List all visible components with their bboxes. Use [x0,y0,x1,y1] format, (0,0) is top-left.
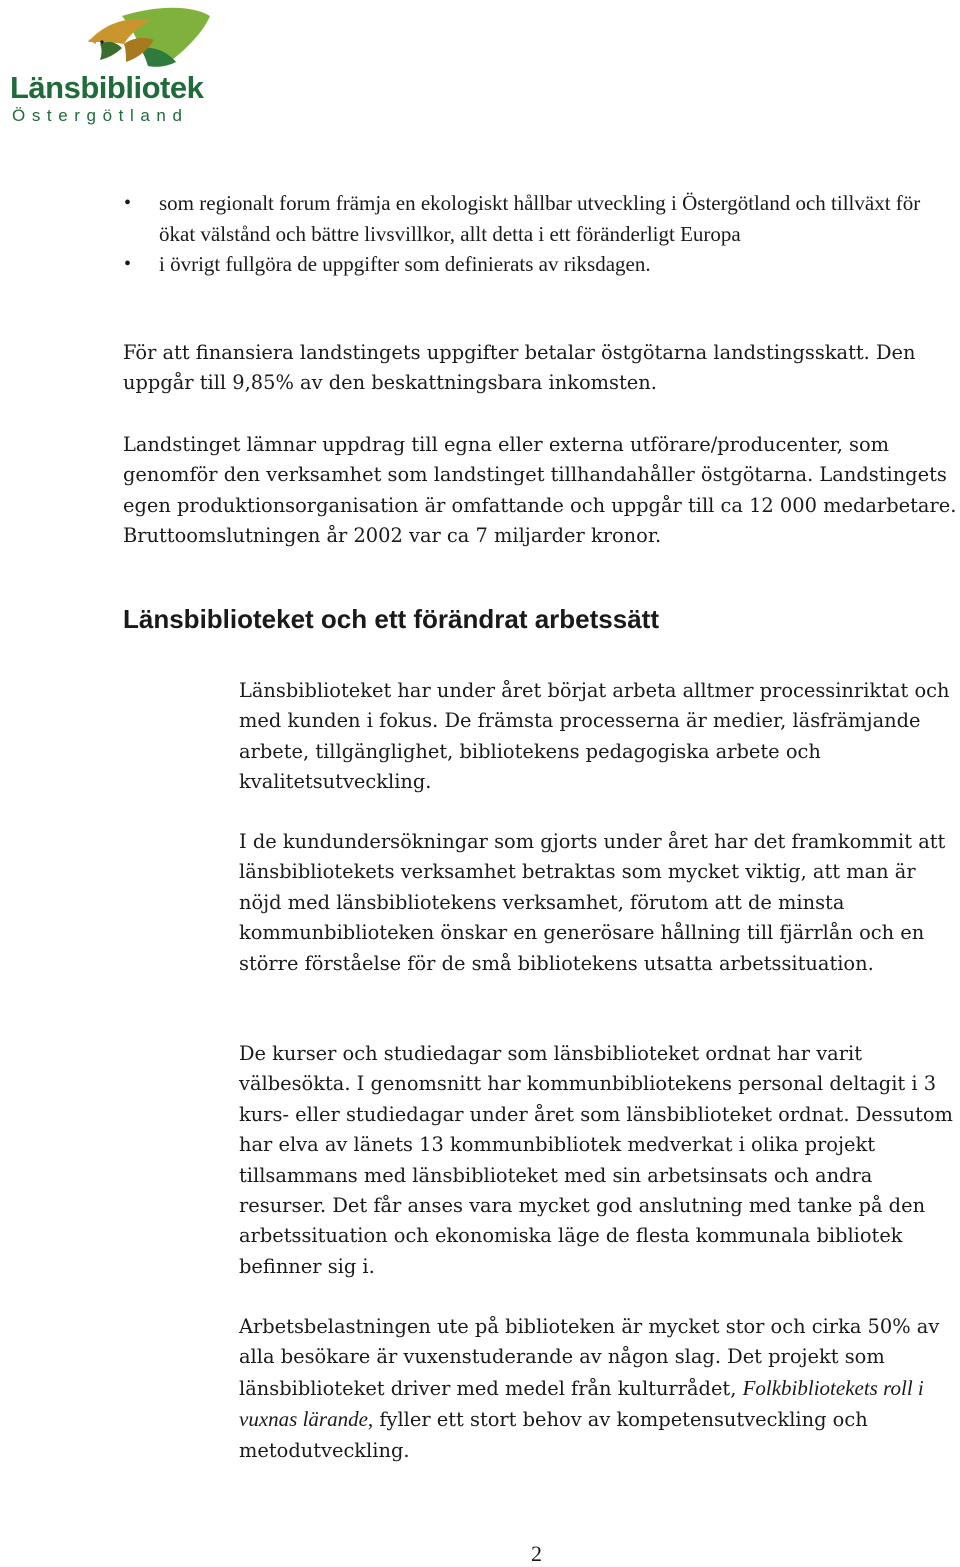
bullet-text: i övrigt fullgöra de uppgifter som definierats av riksdagen. [159,252,651,276]
bullet-list [122,188,960,280]
section-heading: Länsbiblioteket och ett förändrat arbetssätt [123,604,659,634]
bullet-icon: • [124,253,132,275]
list-item [122,249,960,280]
bullet-icon: • [124,192,132,214]
workload-text-start: Arbetsbelastningen ute på biblioteken är mycket stor och cirka 50% av alla besökare är vuxenstuderande av någon slag. Det projekt som länsbiblioteket driver med medel från kulturrådet, [239,1315,940,1400]
bullet-text: som regionalt forum främja en ekologiskt hållbar utveckling i Östergötland och tillväxt för ökat välstånd och bättre livsvillkor, allt detta i ett föränderligt Europa [159,191,921,246]
list-item [122,188,960,249]
financing-paragraph: För att finansiera landstingets uppgifter betalar östgötarna landstingsskatt. Den uppgår till 9,85% av den beskattningsbara inkomsten. [123,341,916,395]
workload-paragraph [239,1312,959,1466]
workload-text-end: fyller ett stort behov av kompetensutveckling och metodutveckling. [239,1408,868,1462]
courses-paragraph: De kurser och studiedagar som länsbiblioteket ordnat har varit välbesökta. I genomsnitt har kommunbibliotekens personal deltagit i 3 kurs- eller studiedagar under året som länsbiblioteket ordnat. Dessutom har elva av länets 13 kommunbibliotek medverkat i olika projekt tillsammans med länsbiblioteket med sin arbetsinsats och andra resurser. Det får anses vara mycket god anslutning med tanke på den arbetssituation och ekonomiska läge de flesta kommunala bibliotek befinner sig i. [239,1042,953,1278]
project-title: Folkbibliotekets roll i vuxnas lärande, [239,1375,924,1432]
logo-name: Länsbibliotek [10,70,204,105]
survey-paragraph: I de kundundersökningar som gjorts under året har det framkommit att länsbibliotekets verksamhet betraktas som mycket viktig, att man är nöjd med länsbibliotekens verksamhet, förutom att de minsta kommunbiblioteken önskar en generösare hållning till fjärrlån och en större förståelse för de små bibliotekens utsatta arbetssituation. [239,830,946,975]
page-number: 2 [531,1541,542,1566]
logo-region: Östergötland [12,106,189,125]
organisation-paragraph: Landstinget lämnar uppdrag till egna eller externa utförare/producenter, som genomför den verksamhet som landstinget tillhandahåller östgötarna. Landstingets egen produktionsorganisation är omfattande och uppgår till ca 12 000 medarbetare. Bruttoomslutningen år 2002 var ca 7 miljarder kronor. [123,433,957,548]
process-paragraph: Länsbiblioteket har under året börjat arbeta alltmer processinriktat och med kunden i fokus. De främsta processerna är medier, läsfrämjande arbete, tillgänglighet, bibliotekens pedagogiska arbete och kvalitetsutveckling. [239,679,950,794]
bird-book-logo-icon [4,2,219,80]
library-logo [4,2,219,130]
